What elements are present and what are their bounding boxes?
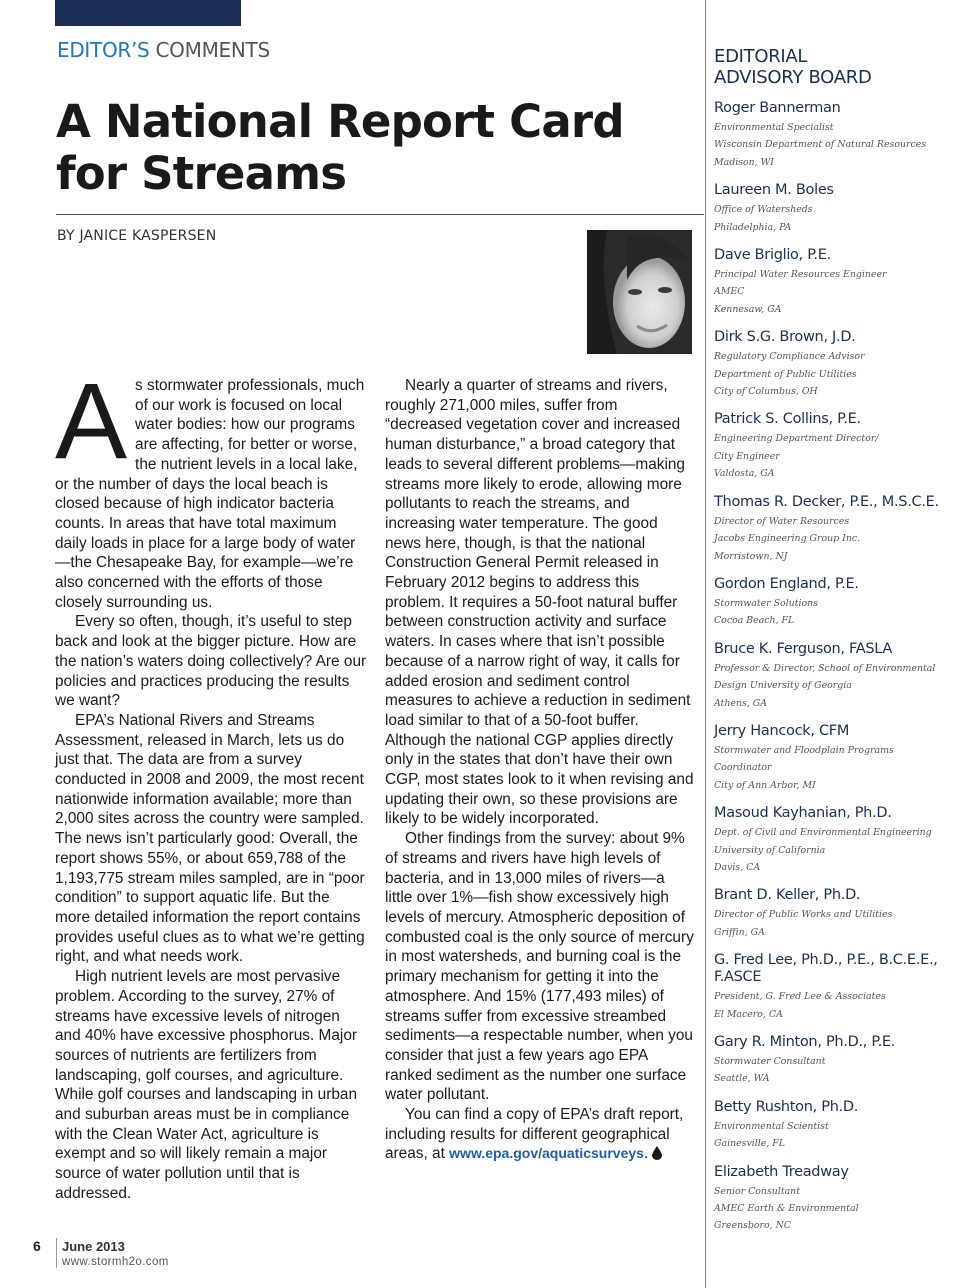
board-member-detail: Director of Public Works and Utilities <box>714 909 893 921</box>
board-member-name: Roger Bannerman <box>714 100 841 116</box>
board-member-detail: Wisconsin Department of Natural Resources <box>714 139 927 151</box>
board-member-name: G. Fred Lee, Ph.D., P.E., B.C.E.E., F.ASCE <box>714 952 938 986</box>
board-member-detail: El Macero, CA <box>714 1008 783 1020</box>
water-drop-end-icon <box>652 1146 662 1160</box>
board-member <box>714 1034 954 1088</box>
paragraph: Other findings from the survey: about 9% of streams and rivers have high levels of bacteria, and in 13,000 miles of rivers—a little over 1%—fish show excessively high levels of mercury. Atmospheric deposition of combusted coal is the only source of mercury in most watersheds, and burning coal is the primary mechanism for getting it into the atmosphere. And 15% (177,493 miles) of streams suffer from excessive streambed sediments—a respectable number, when you consider that just a few years ago EPA ranked sediment as the number one surface water pollutant. <box>385 830 694 1104</box>
footer-divider <box>56 1238 57 1268</box>
board-member <box>714 182 954 236</box>
board-member-detail: AMEC Earth & Environmental <box>714 1203 859 1215</box>
board-member-detail: Stormwater Solutions <box>714 597 818 609</box>
board-member-detail: Regulatory Compliance Advisor <box>714 351 865 363</box>
board-member-name: Dirk S.G. Brown, J.D. <box>714 329 856 346</box>
board-member-detail: Department of Public Utilities <box>714 368 857 380</box>
board-member-detail: Valdosta, GA <box>714 468 775 480</box>
board-member <box>714 952 954 1023</box>
board-member-name: Dave Briglio, P.E. <box>714 247 831 264</box>
board-member-detail: Principal Water Resources Engineer <box>714 269 887 281</box>
board-member-detail: Morristown, NJ <box>714 550 788 562</box>
drop-cap: A <box>55 360 128 481</box>
paragraph: EPA’s National Rivers and Streams Assessment, released in March, lets us do just that. The data are from a survey conducted in 2008 and 2009, the most recent nationwide information available; more than 2,000 sites across the country were sampled. The news isn’t particularly good: Overall, the report shows 55%, or about 659,788 of the 1,193,775 stream miles sampled, are in “poor condition” to support aquatic life. But the more detailed information the report contains provides useful clues as to what we’re getting right, and what needs work. <box>55 711 365 966</box>
board-member-detail: Athens, GA <box>714 697 768 709</box>
board-member-detail: Design University of Georgia <box>714 680 852 692</box>
board-member-detail: Madison, WI <box>714 156 774 168</box>
board-member-detail: AMEC <box>714 286 745 298</box>
board-member <box>714 494 954 565</box>
board-member-detail: Environmental Scientist <box>714 1120 829 1132</box>
section-label-rest: COMMENTS <box>155 38 270 62</box>
board-member <box>714 100 954 171</box>
board-member <box>714 329 954 400</box>
article-column-1 <box>55 360 367 1204</box>
board-member-name: Gordon England, P.E. <box>714 575 859 592</box>
board-member <box>714 805 954 876</box>
board-member-name: Patrick S. Collins, P.E. <box>714 411 861 428</box>
board-member-detail: Office of Watersheds <box>714 204 813 216</box>
board-member-detail: Greensboro, NC <box>714 1220 792 1232</box>
section-label <box>57 38 270 62</box>
board-member-detail: City of Columbus, OH <box>714 386 818 398</box>
board-member <box>714 723 954 794</box>
board-member-name: Thomas R. Decker, P.E., M.S.C.E. <box>714 493 939 510</box>
advisory-board-sidebar <box>714 46 954 1246</box>
board-member-detail: Cocoa Beach, FL <box>714 615 795 627</box>
board-member <box>714 641 954 712</box>
board-member-detail: Dept. of Civil and Environmental Engineering <box>714 827 932 839</box>
board-member-detail: University of California <box>714 844 826 856</box>
board-member <box>714 1164 954 1235</box>
board-member-detail: Director of Water Resources <box>714 515 850 527</box>
board-member-detail: Environmental Specialist <box>714 122 834 133</box>
board-title-line2: ADVISORY BOARD <box>714 67 872 88</box>
column-divider <box>705 0 706 1288</box>
board-member <box>714 1099 954 1153</box>
paragraph: s stormwater professionals, much of our work is focused on local water bodies: how our programs are affecting, for better or worse, the nutrient levels in a local lake, or the number of days the local beach is closed because of high indicator bacteria counts. In areas that have total maximum daily loads in place for a large body of water—the Chesapeake Bay, for example—we’re also concerned with the efforts of those closely surrounding us. <box>55 377 365 611</box>
board-member-detail: Senior Consultant <box>714 1185 800 1197</box>
byline: BY JANICE KASPERSEN <box>57 228 217 244</box>
board-member-detail: Philadelphia, PA <box>714 221 792 233</box>
board-member-detail: Professor & Director, School of Environmental <box>714 662 936 674</box>
board-member-detail: City of Ann Arbor, MI <box>714 779 816 791</box>
article-column-2 <box>385 376 695 1164</box>
paragraph: Nearly a quarter of streams and rivers, roughly 271,000 miles, suffer from “decreased vegetation cover and increased human disturbance,” a broad category that leads to several different problems—making streams more likely to erode, allowing more pollutants to reach the streams, and increasing water temperature. The good news here, though, is that the national Construction General Permit released in February 2012 begins to address this problem. It requires a 50-foot natural buffer between construction activity and surface waters. In cases where that isn’t possible because of a narrow right of way, it calls for added erosion and sediment control measures to achieve a reduction in sediment load similar to that of a 50-foot buffer. Although the national CGP applies directly only in the states that don’t have their own CGP, most states look to it when revising and updating their own, so these provisions are likely to be widely incorporated. <box>385 377 694 828</box>
article-title-line2: for Streams <box>56 147 347 200</box>
page-number: 6 <box>33 1238 41 1254</box>
board-member-name: Betty Rushton, Ph.D. <box>714 1098 859 1115</box>
section-label-accent: EDITOR’S <box>57 38 150 62</box>
paragraph-text: You can find a copy of EPA’s draft report, including results for different geographical areas, at <box>385 1106 684 1163</box>
board-member <box>714 247 954 318</box>
board-member-detail: Coordinator <box>714 762 772 774</box>
article-title <box>56 96 676 200</box>
board-member-name: Laureen M. Boles <box>714 182 834 199</box>
board-member-list <box>714 100 954 1235</box>
board-member-name: Jerry Hancock, CFM <box>714 722 850 739</box>
header-color-bar <box>55 0 241 26</box>
board-member-name: Gary R. Minton, Ph.D., P.E. <box>714 1034 896 1050</box>
board-title-line1: EDITORIAL <box>714 46 808 67</box>
epa-report-link[interactable]: www.epa.gov/aquaticsurveys <box>449 1145 644 1162</box>
board-member-detail: Kennesaw, GA <box>714 303 782 315</box>
board-member-detail: Stormwater Consultant <box>714 1056 826 1067</box>
board-member-name: Elizabeth Treadway <box>714 1163 849 1180</box>
board-member-name: Brant D. Keller, Ph.D. <box>714 887 861 904</box>
link-period: . <box>643 1145 649 1163</box>
board-member <box>714 411 954 482</box>
board-member-detail: Griffin, GA <box>714 926 765 938</box>
board-member-detail: Engineering Department Director/ <box>714 433 879 445</box>
board-member-detail: Stormwater and Floodplain Programs <box>714 744 894 756</box>
paragraph <box>385 1105 695 1164</box>
author-portrait-photo <box>587 230 692 354</box>
board-member-detail: Jacobs Engineering Group Inc. <box>714 533 861 545</box>
paragraph: High nutrient levels are most pervasive problem. According to the survey, 27% of streams have excessive levels of nitrogen and 40% have excessive phosphorus. Major sources of nutrients are fertilizers from landscaping, golf courses, and agriculture. While golf courses and landscaping in urban and suburban areas must be in compliance with the Clean Water Act, agriculture is exempt and so will likely remain a major source of water pollution until that is addressed. <box>55 968 358 1202</box>
paragraph: Every so often, though, it’s useful to step back and look at the bigger picture. How are the nation’s waters doing collectively? Are our policies and practices producing the results we want? <box>55 613 367 710</box>
website-url[interactable]: www.stormh2o.com <box>62 1256 169 1268</box>
board-member-detail: Gainesville, FL <box>714 1138 786 1150</box>
board-member-name: Masoud Kayhanian, Ph.D. <box>714 805 892 822</box>
article-title-line1: A National Report Card <box>56 95 624 148</box>
board-member-name: Bruce K. Ferguson, FASLA <box>714 640 892 657</box>
board-member-detail: Seattle, WA <box>714 1073 770 1085</box>
board-member-detail: City Engineer <box>714 450 780 462</box>
title-divider <box>56 214 704 215</box>
board-member <box>714 887 954 941</box>
board-member <box>714 576 954 630</box>
board-member-detail: President, G. Fred Lee & Associates <box>714 991 886 1003</box>
board-title <box>714 46 954 88</box>
issue-date: June 2013 <box>62 1239 125 1254</box>
board-member-detail: Davis, CA <box>714 861 761 873</box>
